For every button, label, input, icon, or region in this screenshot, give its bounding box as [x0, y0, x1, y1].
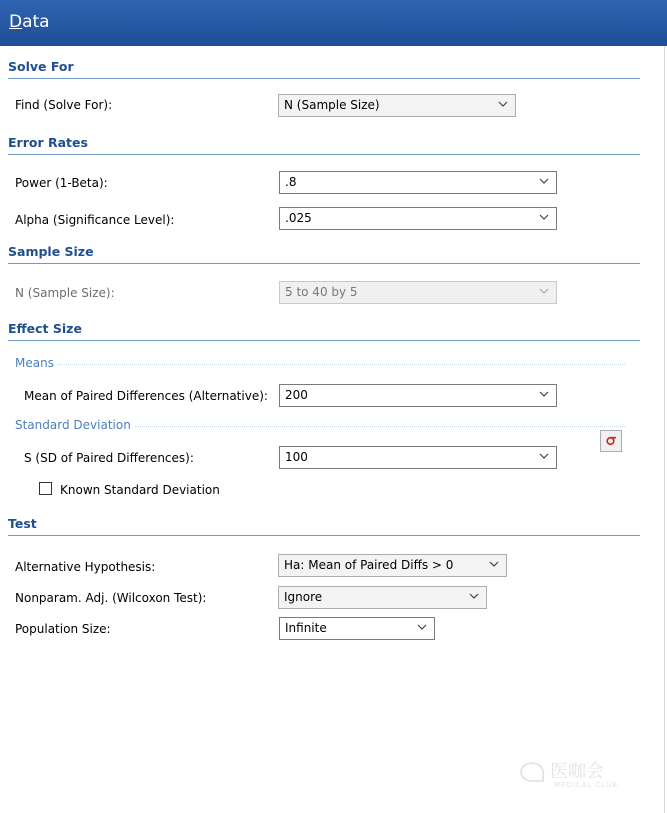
- chevron-down-icon: [498, 101, 508, 109]
- known-sd-label[interactable]: Known Standard Deviation: [60, 483, 220, 497]
- find-select[interactable]: [278, 94, 516, 117]
- section-header-effect-size: Effect Size: [8, 321, 640, 341]
- mean-diff-label: Mean of Paired Differences (Alternative):: [24, 389, 268, 403]
- n-value: 5 to 40 by 5: [285, 285, 358, 299]
- chevron-down-icon[interactable]: [539, 391, 549, 399]
- pop-size-label: Population Size:: [15, 622, 111, 636]
- alpha-combo[interactable]: [279, 207, 557, 230]
- chevron-down-icon[interactable]: [539, 214, 549, 222]
- alt-hyp-label: Alternative Hypothesis:: [15, 560, 156, 574]
- chevron-down-icon: [469, 593, 479, 601]
- sd-value: 100: [285, 450, 308, 464]
- n-combo: [279, 281, 557, 304]
- alt-hyp-select[interactable]: [278, 554, 507, 577]
- mean-diff-combo[interactable]: [279, 384, 557, 407]
- section-header-test: Test: [8, 516, 640, 536]
- sd-label: S (SD of Paired Differences):: [24, 451, 194, 465]
- subsection-means-rule: [58, 364, 625, 365]
- sd-combo[interactable]: [279, 446, 557, 469]
- chevron-down-icon[interactable]: [539, 453, 549, 461]
- watermark-logo-icon: [520, 762, 544, 782]
- chevron-down-icon[interactable]: [539, 178, 549, 186]
- alpha-label: Alpha (Significance Level):: [15, 213, 175, 227]
- window-title: ata: [22, 12, 50, 32]
- power-combo[interactable]: [279, 171, 557, 194]
- section-header-solve-for: Solve For: [8, 59, 640, 79]
- chevron-down-icon: [539, 288, 549, 296]
- power-value: .8: [285, 175, 297, 189]
- subsection-sd-rule: [135, 426, 625, 427]
- watermark-text: 医咖会: [550, 761, 604, 782]
- known-sd-checkbox[interactable]: [39, 482, 52, 495]
- alpha-value: .025: [285, 211, 312, 225]
- window-title-bar: [0, 0, 667, 46]
- pop-size-value: Infinite: [285, 621, 327, 635]
- alt-hyp-value: Ha: Mean of Paired Diffs > 0: [284, 558, 454, 572]
- subsection-means: [15, 356, 625, 370]
- subsection-means-label: Means: [15, 356, 54, 370]
- subsection-sd-label: Standard Deviation: [15, 418, 131, 432]
- section-header-sample-size: Sample Size: [8, 244, 640, 264]
- n-label: N (Sample Size):: [15, 286, 115, 300]
- nonparam-label: Nonparam. Adj. (Wilcoxon Test):: [15, 591, 207, 605]
- find-label: Find (Solve For):: [15, 98, 113, 112]
- sigma-button[interactable]: [600, 430, 622, 452]
- find-value: N (Sample Size): [284, 98, 380, 112]
- section-header-error-rates: Error Rates: [8, 135, 640, 155]
- pop-size-combo[interactable]: [279, 617, 435, 640]
- chevron-down-icon[interactable]: [417, 624, 427, 632]
- nonparam-select[interactable]: [278, 586, 487, 609]
- chevron-down-icon: [489, 561, 499, 569]
- subsection-standard-deviation: [15, 418, 625, 432]
- mean-diff-value: 200: [285, 388, 308, 402]
- watermark: [520, 757, 640, 797]
- power-label: Power (1-Beta):: [15, 176, 108, 190]
- nonparam-value: Ignore: [284, 590, 323, 604]
- watermark-subtext: MEDICAL CLUB: [554, 781, 619, 789]
- sigma-icon: [605, 434, 617, 449]
- window-title-mnemonic: D: [9, 12, 23, 32]
